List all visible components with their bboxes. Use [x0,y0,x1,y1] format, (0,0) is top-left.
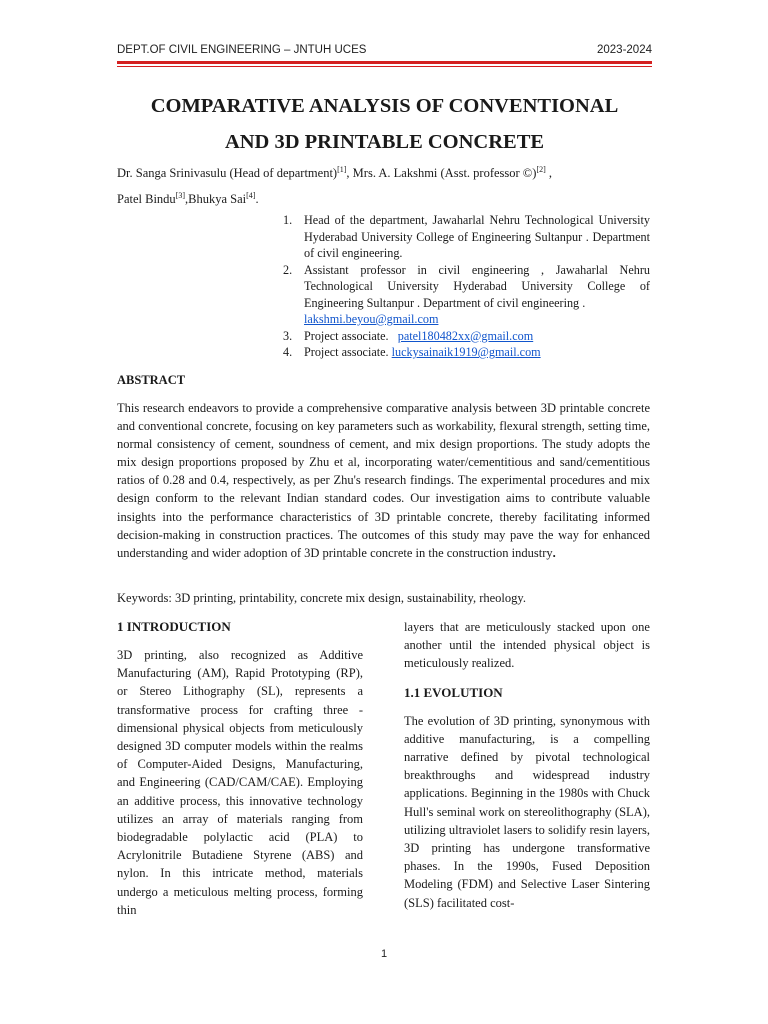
author-1: Dr. Sanga Srinivasulu (Head of department) [117,166,338,180]
author-list [117,160,652,212]
author-line-1 [117,160,652,186]
abstract-text: This research endeavors to provide a comprehensive comparative analysis between 3D printable concrete and conventional concrete, focusing on key parameters such as workability, flexural strength, setting time, normal consistency of cement, soundness of cement, and mix design proportions. The study adopts the mix design proportions proposed by Zhu et al, incorporating water/cementitious and sand/cementitious ratios of 0.28 and 0.4, respectively, as per Zhu's research findings. The experimental procedures and mix design conform to the relevant Indian standard codes. Our investigation aims to contribute valuable insights into the performance characteristics of 3D printable concrete, thereby facilitating informed decision-making in construction practices. The outcomes of this study may pave the way for enhanced understanding and wider adoption of 3D printable concrete in the construction industry [117,401,650,560]
author-line-2 [117,186,652,212]
author-4-ref: [4] [246,190,256,200]
affiliation-number: 2. [283,262,293,277]
author-3-ref: [3] [175,190,186,200]
header-rule-thin [117,66,652,67]
author-separator: , [346,166,353,180]
affiliation-text-block [304,328,650,345]
author-2: Mrs. A. Lakshmi (Asst. professor ©) [352,166,537,180]
author-2-ref: [2] [536,164,546,174]
author-separator: , [545,166,553,180]
introduction-paragraph-continued: layers that are meticulously stacked upon one another until the intended physical object is meticulously realized. [404,620,650,671]
email-link[interactable]: luckysainaik1919@gmail.com [391,345,541,359]
affiliation-item [283,344,650,361]
author-1-ref: [1] [337,164,347,174]
evolution-paragraph: The evolution of 3D printing, synonymous with additive manufacturing, is a compelling narrative defined by pivotal technological breakthroughs and widespread industry applications. Beginning in the 1980s with Chuck Hull's seminal work on stereolithography (SLA), utilizing ultraviolet lasers to solidify resin layers, 3D printing has undergone transformative phases. In the 1990s, Fused Deposition Modeling (FDM) and Selective Laser Sintering (SLS) facilitated cost- [404,713,650,910]
author-4: Bhukya Sai [188,192,247,206]
affiliation-number: 3. [283,328,293,343]
header-year: 2023-2024 [597,44,652,56]
column-right [404,618,650,912]
author-separator: , [185,192,189,206]
abstract-end: . [552,545,556,560]
author-end: . [255,192,259,206]
affiliation-number: 1. [283,213,293,227]
section-heading-introduction: 1 INTRODUCTION [117,619,231,634]
affiliation-text: Project associate. [304,345,392,359]
abstract-heading: ABSTRACT [117,373,186,387]
author-3: Patel Bindu [117,192,176,206]
paper-title [117,88,652,160]
keywords: Keywords: 3D printing, printability, concrete mix design, sustainability, rheology. [117,591,526,605]
running-header [117,44,652,56]
affiliation-text: Assistant professor in civil engineering , Jawaharlal Nehru Technological University Hyderabad University College of Engineering Sultanpur . Department of civil engineering . [304,262,650,310]
affiliation-text-block [304,262,650,328]
affiliation-list [283,212,650,361]
affiliation-text: Head of the department, Jawaharlal Nehru Technological University Hyderabad University College of Engineering Sultanpur . Department of civil engineering. [304,213,650,260]
email-link[interactable]: patel180482xx@gmail.com [397,328,534,343]
header-department: DEPT.OF CIVIL ENGINEERING – JNTUH UCES [117,44,367,56]
affiliation-item [283,262,650,328]
title-line-1: COMPARATIVE ANALYSIS OF CONVENTIONAL [150,95,619,117]
abstract-body [117,399,650,562]
affiliation-text-block [304,344,650,361]
page-number: 1 [380,948,388,960]
section-heading-evolution: 1.1 EVOLUTION [404,684,503,700]
affiliation-item [283,328,650,345]
affiliation-item [283,212,650,262]
email-link[interactable]: lakshmi.beyou@gmail.com [304,312,439,326]
header-rule-thick [117,61,652,64]
title-line-2: AND 3D PRINTABLE CONCRETE [224,131,545,153]
affiliation-text: Project associate. [304,328,398,343]
column-left [117,618,363,919]
affiliation-number: 4. [283,345,293,359]
introduction-paragraph: 3D printing, also recognized as Additive Manufacturing (AM), Rapid Prototyping (RP), or Stereo Lithography (SL), represents a transformative process for crafting three - dimensional physical objects from meticulously designed 3D computer models within the realms of Computer-Aided Designs, Manufacturing, and Engineering (CAD/CAM/CAE). Employing an additive process, this innovative technology utilizes an array of materials ranging from biodegradable polylactic acid (PLA) to Acrylonitrile Butadiene Styrene (ABS) and nylon. In this intricate method, materials undergo a meticulous melting process, forming thin [117,648,363,917]
